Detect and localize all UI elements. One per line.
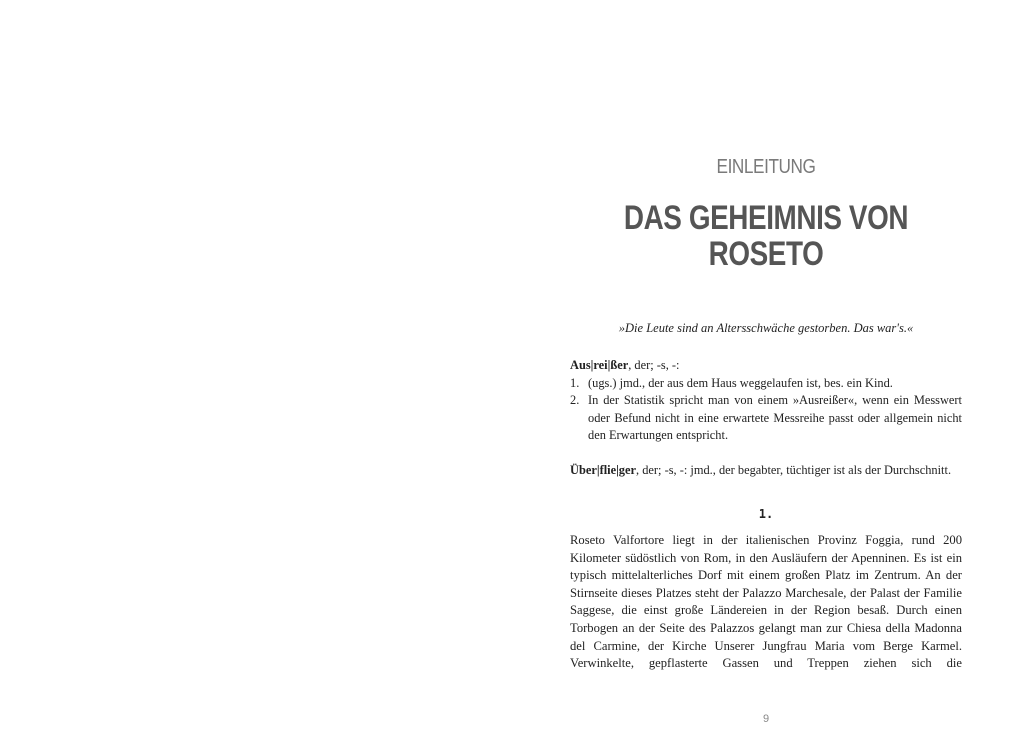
definition-sense — [570, 392, 962, 445]
definition-sense — [570, 375, 962, 393]
headword: Aus|rei|ßer — [570, 358, 629, 372]
chapter-title-line-1: DAS GEHEIMNIS VON — [623, 199, 909, 237]
page-number: 9 — [762, 713, 770, 725]
right-page — [510, 0, 1020, 756]
dictionary-entry-ueberflieger — [570, 462, 962, 480]
section-number: 1. — [758, 507, 774, 521]
sense-text: (ugs.) jmd., der aus dem Haus weggelaufen ist, bes. ein Kind. — [588, 375, 893, 390]
body-paragraph: Roseto Valfortore liegt in der italienischen Provinz Foggia, rund 200 Kilometer südöstlich von Rom, in den Ausläufern der Apenninen. Es ist ein typisch mittelalterliches Dorf mit einem großen Platz im Zentrum. An der Stirnseite dieses Platzes steht der Palazzo Marchesale, der Palast der Familie Saggese, die einst große Ländereien in der Region besaß. Durch einen Torbogen an der Seite des Palazzos gelangt man zur Chiesa della Madonna del Carmine, der Kirche Unserer Jungfrau Maria vom Berge Karmel. Verwinkelte, gepflasterte Gassen und Treppen ziehen sich die — [570, 533, 962, 671]
definition-text: , der; -s, -: jmd., der begabter, tüchtiger ist als der Durchschnitt. — [636, 462, 952, 477]
dictionary-definitions — [570, 357, 962, 480]
headword: Über|flie|ger — [570, 462, 637, 477]
dictionary-entry-ausreisser — [570, 357, 962, 375]
epigraph-quote: »Die Leute sind an Altersschwäche gestorben. Das war's.« — [618, 321, 914, 335]
chapter-title — [581, 200, 952, 272]
sense-text: In der Statistik spricht man von einem »Ausreißer«, wenn ein Messwert oder Befund nicht in eine erwartete Messreihe passt oder allgemein nicht den Erwartungen entspricht. — [588, 393, 962, 443]
chapter-title-line-2: ROSETO — [708, 235, 824, 273]
sense-number: 2. — [570, 393, 580, 408]
chapter-label: EINLEITUNG — [716, 156, 816, 178]
grammar-info: , der; -s, -: — [628, 358, 680, 372]
sense-number: 1. — [570, 375, 580, 390]
